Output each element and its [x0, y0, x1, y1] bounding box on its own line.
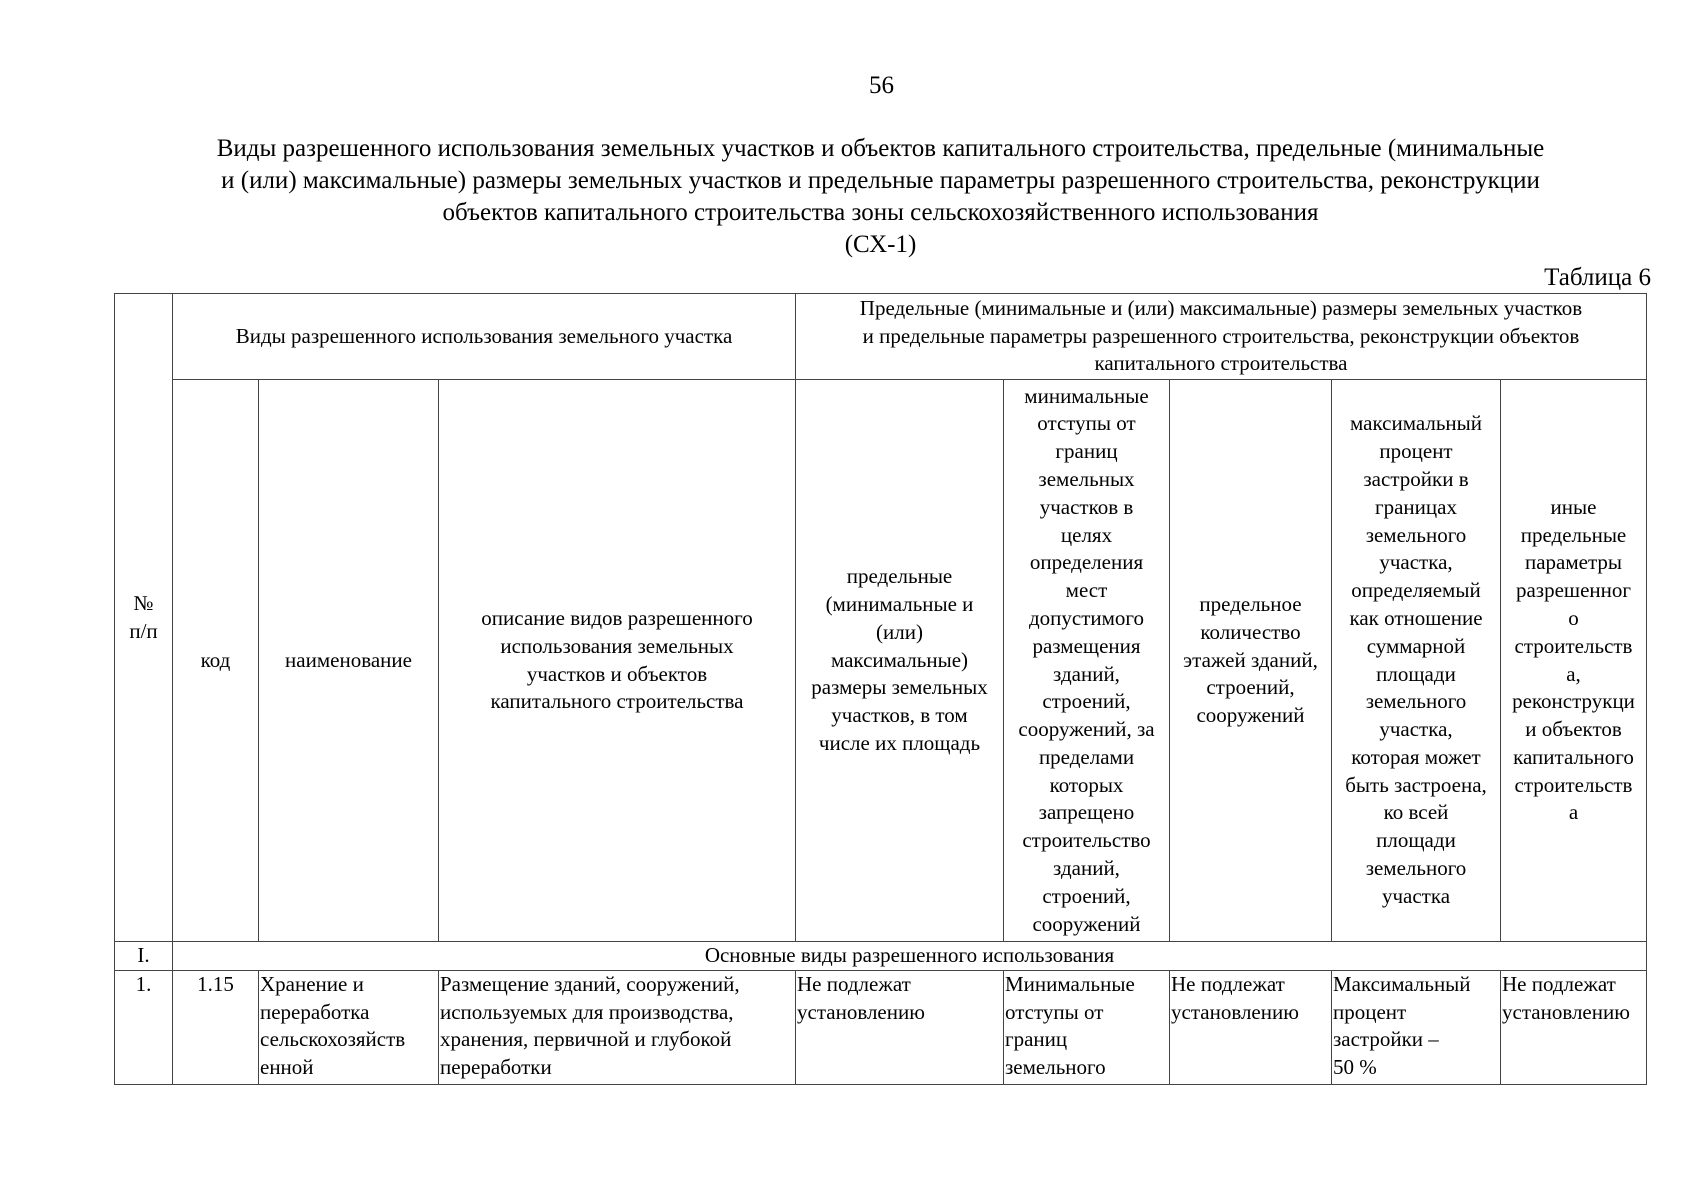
row-coverage-cell: [1332, 970, 1501, 1084]
row-setbacks: Минимальные отступы от границ земельного: [1005, 971, 1135, 1080]
row-other: Не подлежат установлению: [1502, 971, 1630, 1024]
row-setbacks-cell: [1004, 970, 1170, 1084]
row-num-cell: [115, 970, 173, 1084]
header-group-params-cell: [796, 294, 1647, 380]
page-number: 56: [869, 72, 894, 99]
header-sizes-cell: [796, 380, 1004, 942]
header-other: иные предельные параметры разрешенног о строительств а, реконструкци и объектов капитального строительств а: [1512, 494, 1635, 825]
title-line-4: (СХ-1): [844, 231, 917, 258]
header-floors-cell: [1170, 380, 1332, 942]
row-floors-cell: [1170, 970, 1332, 1084]
title-line-1: Виды разрешенного использования земельных участков и объектов капитального строительства, предельные (минимальные: [216, 135, 1545, 162]
header-description-cell: [439, 380, 796, 942]
header-other-cell: [1501, 380, 1647, 942]
row-num: 1.: [135, 971, 152, 996]
header-coverage-cell: [1332, 380, 1501, 942]
row-name: Хранение и переработка сельскохозяйств енной: [260, 971, 406, 1080]
row-floors: Не подлежат установлению: [1171, 971, 1299, 1024]
row-name-cell: [259, 970, 439, 1084]
section-label: Основные виды разрешенного использования: [704, 943, 1115, 967]
header-name: наименование: [285, 647, 412, 672]
header-row-groups: [115, 294, 1647, 380]
row-other-cell: [1501, 970, 1647, 1084]
header-group-uses-cell: [173, 294, 796, 380]
table-label: Таблица 6: [1544, 264, 1651, 291]
header-name-cell: [259, 380, 439, 942]
header-group-uses: Виды разрешенного использования земельного участка: [235, 323, 733, 348]
title-line-3: объектов капитального строительства зоны сельскохозяйственного использования: [442, 199, 1319, 226]
header-description: описание видов разрешенного использования земельных участков и объектов капитального строительства: [481, 605, 753, 714]
row-sizes-cell: [796, 970, 1004, 1084]
header-floors: предельное количество этажей зданий, строений, сооружений: [1183, 592, 1318, 728]
header-group-params: Предельные (минимальные и (или) максимальные) размеры земельных участков и предельные параметры разрешенного строительства, реконструкции объектов капитального строительства: [859, 295, 1583, 376]
row-coverage: Максимальный процент застройки – 50 %: [1333, 971, 1471, 1080]
table-row: [115, 970, 1647, 1084]
header-num-cell: [115, 294, 173, 942]
document-title: [108, 133, 1653, 261]
row-description: Размещение зданий, сооружений, используемых для производства, хранения, первичной и глубокой переработки: [440, 971, 740, 1080]
header-setbacks-cell: [1004, 380, 1170, 942]
title-line-2: и (или) максимальные) размеры земельных участков и предельные параметры разрешенного строительства, реконструкции: [221, 167, 1540, 194]
header-row-columns: [115, 380, 1647, 942]
header-setbacks: минимальные отступы от границ земельных участков в целях определения мест допустимого размещения зданий, строений, сооружений, за пределами которых запрещено строительство зданий, строений, сооружений: [1018, 383, 1155, 936]
section-label-cell: [173, 942, 1647, 971]
header-sizes: предельные (минимальные и (или) максимальные) размеры земельных участков, в том числе их площадь: [811, 564, 988, 755]
row-code-cell: [173, 970, 259, 1084]
header-code-cell: [173, 380, 259, 942]
section-row: [115, 942, 1647, 971]
land-use-table: [114, 293, 1647, 1085]
row-description-cell: [439, 970, 796, 1084]
section-num: I.: [137, 943, 150, 967]
header-code: код: [200, 647, 231, 672]
section-num-cell: [115, 942, 173, 971]
row-sizes: Не подлежат установлению: [797, 971, 925, 1024]
row-code: 1.15: [197, 971, 234, 996]
header-num: № п/п: [129, 590, 158, 643]
header-coverage: максимальный процент застройки в границах земельного участка, определяемый как отношение суммарной площади земельного участка, которая может быть застроена, ко всей площади земельного участка: [1345, 411, 1487, 908]
